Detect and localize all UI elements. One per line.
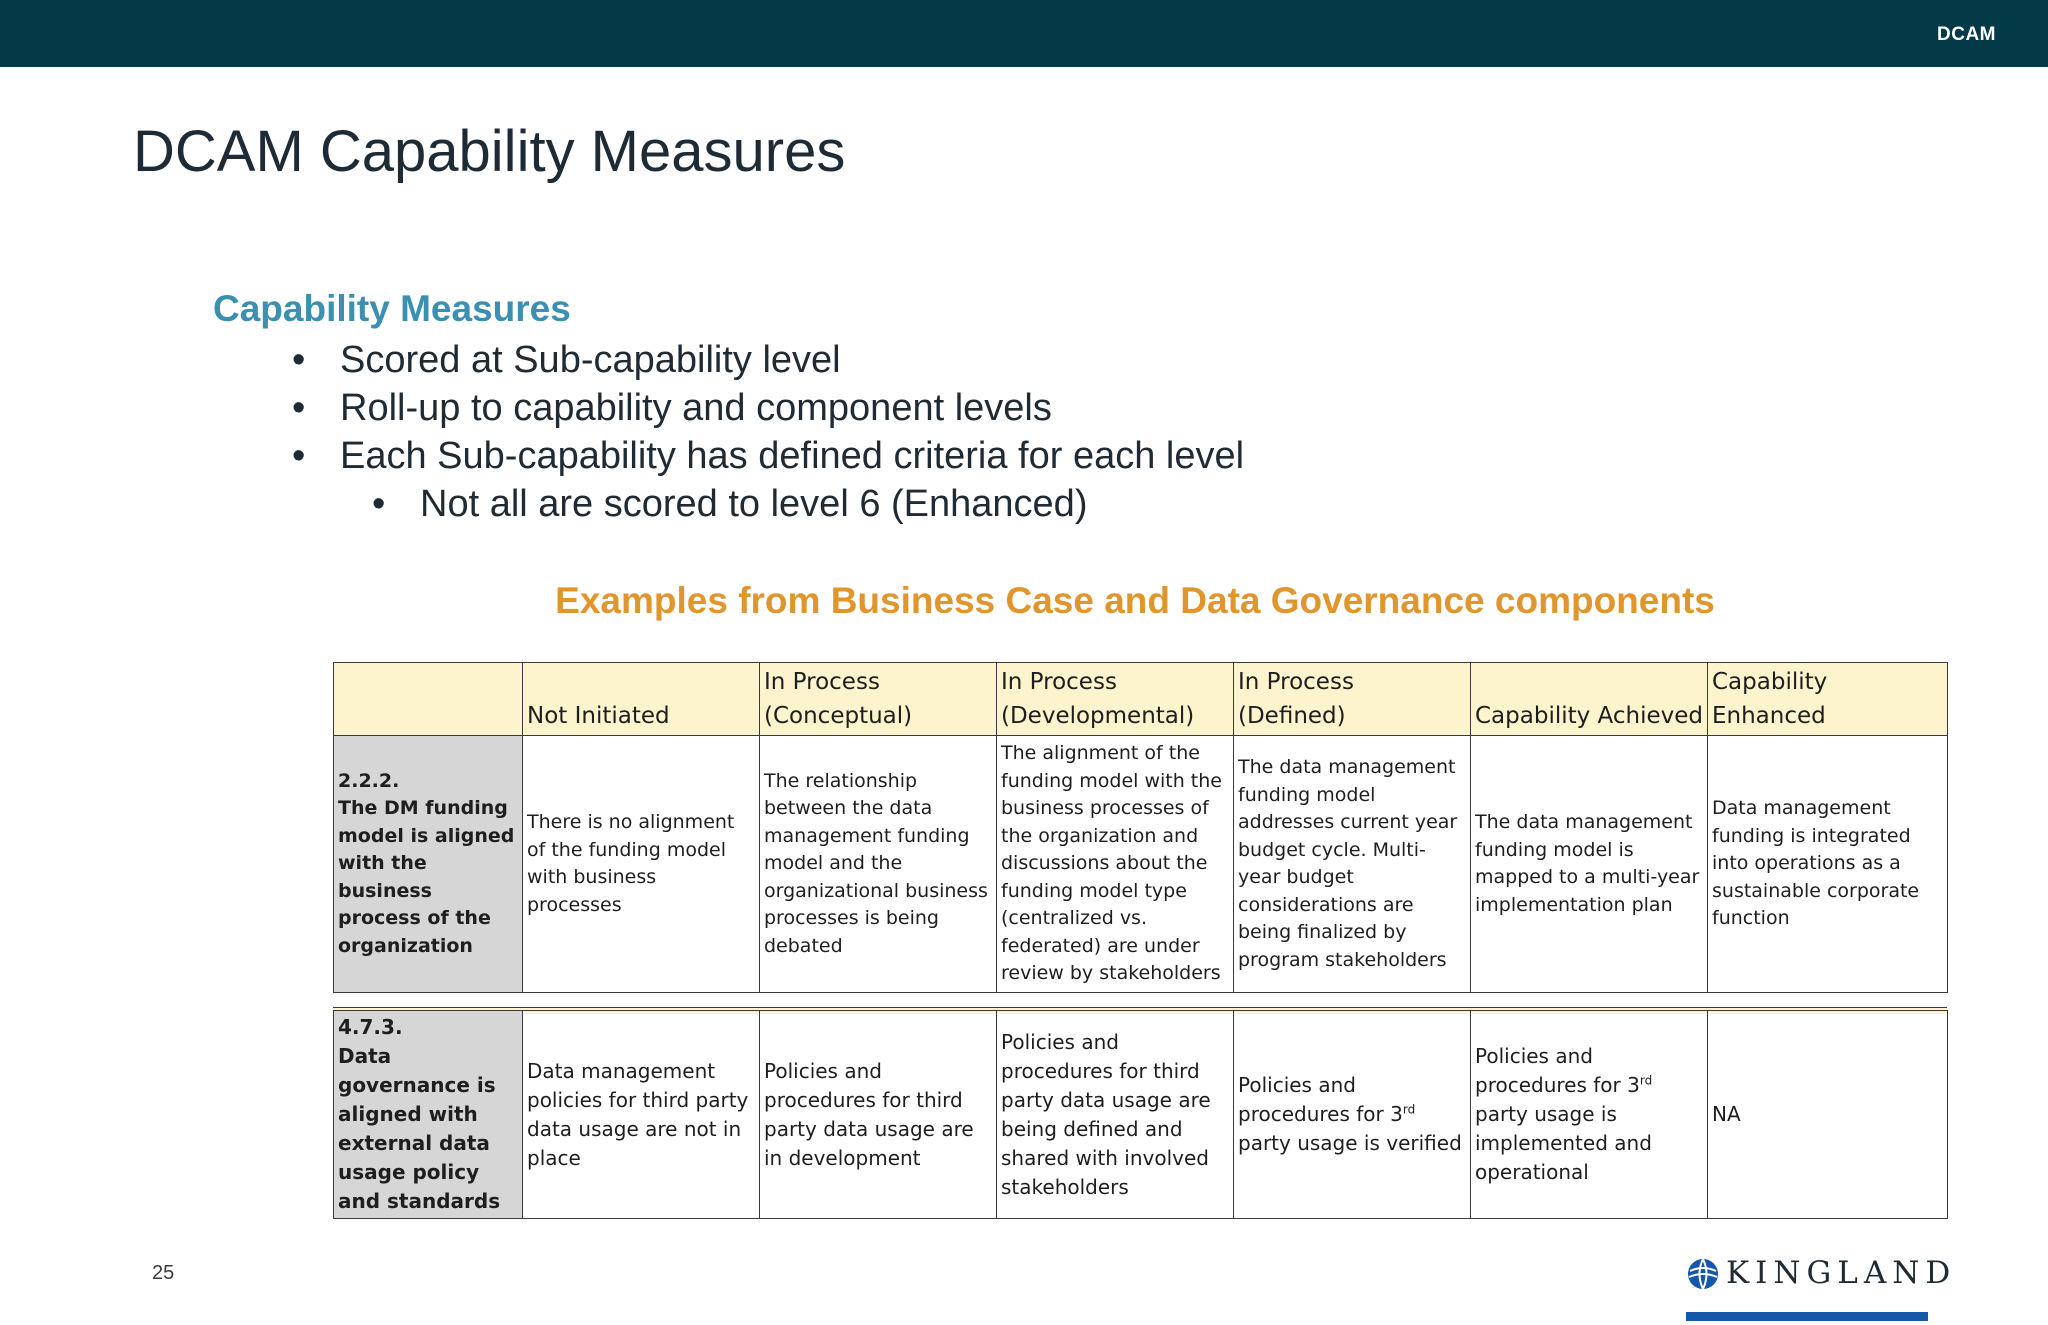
header-line: In Process	[1001, 669, 1117, 695]
cell-text: party usage is implemented and operational	[1475, 1102, 1652, 1184]
table-header-row	[334, 663, 1948, 736]
superscript: rd	[1402, 1102, 1416, 1117]
bullet-text: Roll-up to capability and component levels	[340, 387, 1052, 429]
cell-enhanced: NA	[1708, 1011, 1948, 1219]
bullet-dot-icon: •	[292, 387, 306, 429]
sub-bullet-item	[370, 480, 1244, 528]
bullet-dot-icon: •	[292, 435, 306, 477]
header-cell-blank	[334, 663, 523, 736]
cell-conceptual: The relationship between the data management funding model and the organizational business processes is being debated	[760, 736, 997, 993]
header-cell-defined	[1234, 663, 1471, 736]
header-cell-developmental	[997, 663, 1234, 736]
row-id: 4.7.3.	[338, 1015, 403, 1039]
cell-enhanced: Data management funding is integrated into operations as a sustainable corporate function	[1708, 736, 1948, 993]
header-cell-enhanced: Capability Enhanced	[1708, 663, 1948, 736]
header-line: (Conceptual)	[764, 703, 913, 729]
header-cell-not-initiated: Not Initiated	[523, 663, 760, 736]
header-cell-achieved: Capability Achieved	[1471, 663, 1708, 736]
header-line: (Developmental)	[1001, 703, 1195, 729]
bullet-text: Each Sub-capability has defined criteria for each level	[340, 435, 1245, 477]
row-head-cell	[334, 736, 523, 993]
cell-developmental: Policies and procedures for third party data usage are being defined and shared with involved stakeholders	[997, 1011, 1234, 1219]
header-line: In Process	[764, 669, 880, 695]
cell-not-initiated: There is no alignment of the funding model with business processes	[523, 736, 760, 993]
page-title: DCAM Capability Measures	[133, 119, 846, 184]
cell-not-initiated: Data management policies for third party data usage are not in place	[523, 1011, 760, 1219]
kingland-logo	[1686, 1255, 1957, 1321]
bullet-dot-icon: •	[292, 339, 306, 381]
cell-text: party usage is verified	[1238, 1131, 1462, 1155]
cell-achieved	[1471, 1011, 1708, 1219]
capability-table-business-case	[333, 662, 1948, 993]
header-line: (Defined)	[1238, 703, 1346, 729]
page-number: 25	[152, 1262, 175, 1284]
bullet-item	[290, 336, 1244, 384]
logo-bar	[1686, 1312, 1928, 1321]
table-row	[334, 736, 1948, 993]
cell-achieved: The data management funding model is mapped to a multi-year implementation plan	[1471, 736, 1708, 993]
logo-text: KINGLAND	[1726, 1255, 1957, 1291]
cell-defined: The data management funding model addresses current year budget cycle. Multi-year budget considerations are being finalized by program stakeholders	[1234, 736, 1471, 993]
cell-text: Policies and procedures for 3	[1475, 1044, 1640, 1097]
cell-text: Policies and procedures for 3	[1238, 1073, 1403, 1126]
bullet-item	[290, 384, 1244, 432]
row-head-cell	[334, 1011, 523, 1219]
cell-developmental: The alignment of the funding model with the business processes of the organization and discussions about the funding model type (centralized vs. federated) are under review by stakeholders	[997, 736, 1234, 993]
bullet-list	[290, 336, 1244, 528]
table-row	[334, 1011, 1948, 1219]
bullet-text: Scored at Sub-capability level	[340, 339, 841, 381]
header-cell-conceptual	[760, 663, 997, 736]
row-title: Data governance is aligned with external data usage policy and standards	[338, 1044, 501, 1213]
globe-icon	[1686, 1257, 1720, 1291]
section-heading: Capability Measures	[213, 288, 571, 329]
bullet-text: Not all are scored to level 6 (Enhanced)	[420, 483, 1088, 525]
cell-defined	[1234, 1011, 1471, 1219]
header-label: DCAM	[1937, 24, 1996, 45]
row-id: 2.2.2.	[338, 769, 400, 792]
bullet-item	[290, 432, 1244, 480]
capability-table-data-governance	[333, 1010, 1948, 1219]
cell-conceptual: Policies and procedures for third party data usage are in development	[760, 1011, 997, 1219]
bullet-dot-icon: •	[372, 483, 386, 525]
top-bar	[0, 0, 2048, 67]
examples-heading: Examples from Business Case and Data Governance components	[555, 580, 1715, 621]
superscript: rd	[1639, 1073, 1653, 1088]
row-title: The DM funding model is aligned with the business process of the organization	[338, 797, 515, 957]
header-line: In Process	[1238, 669, 1354, 695]
